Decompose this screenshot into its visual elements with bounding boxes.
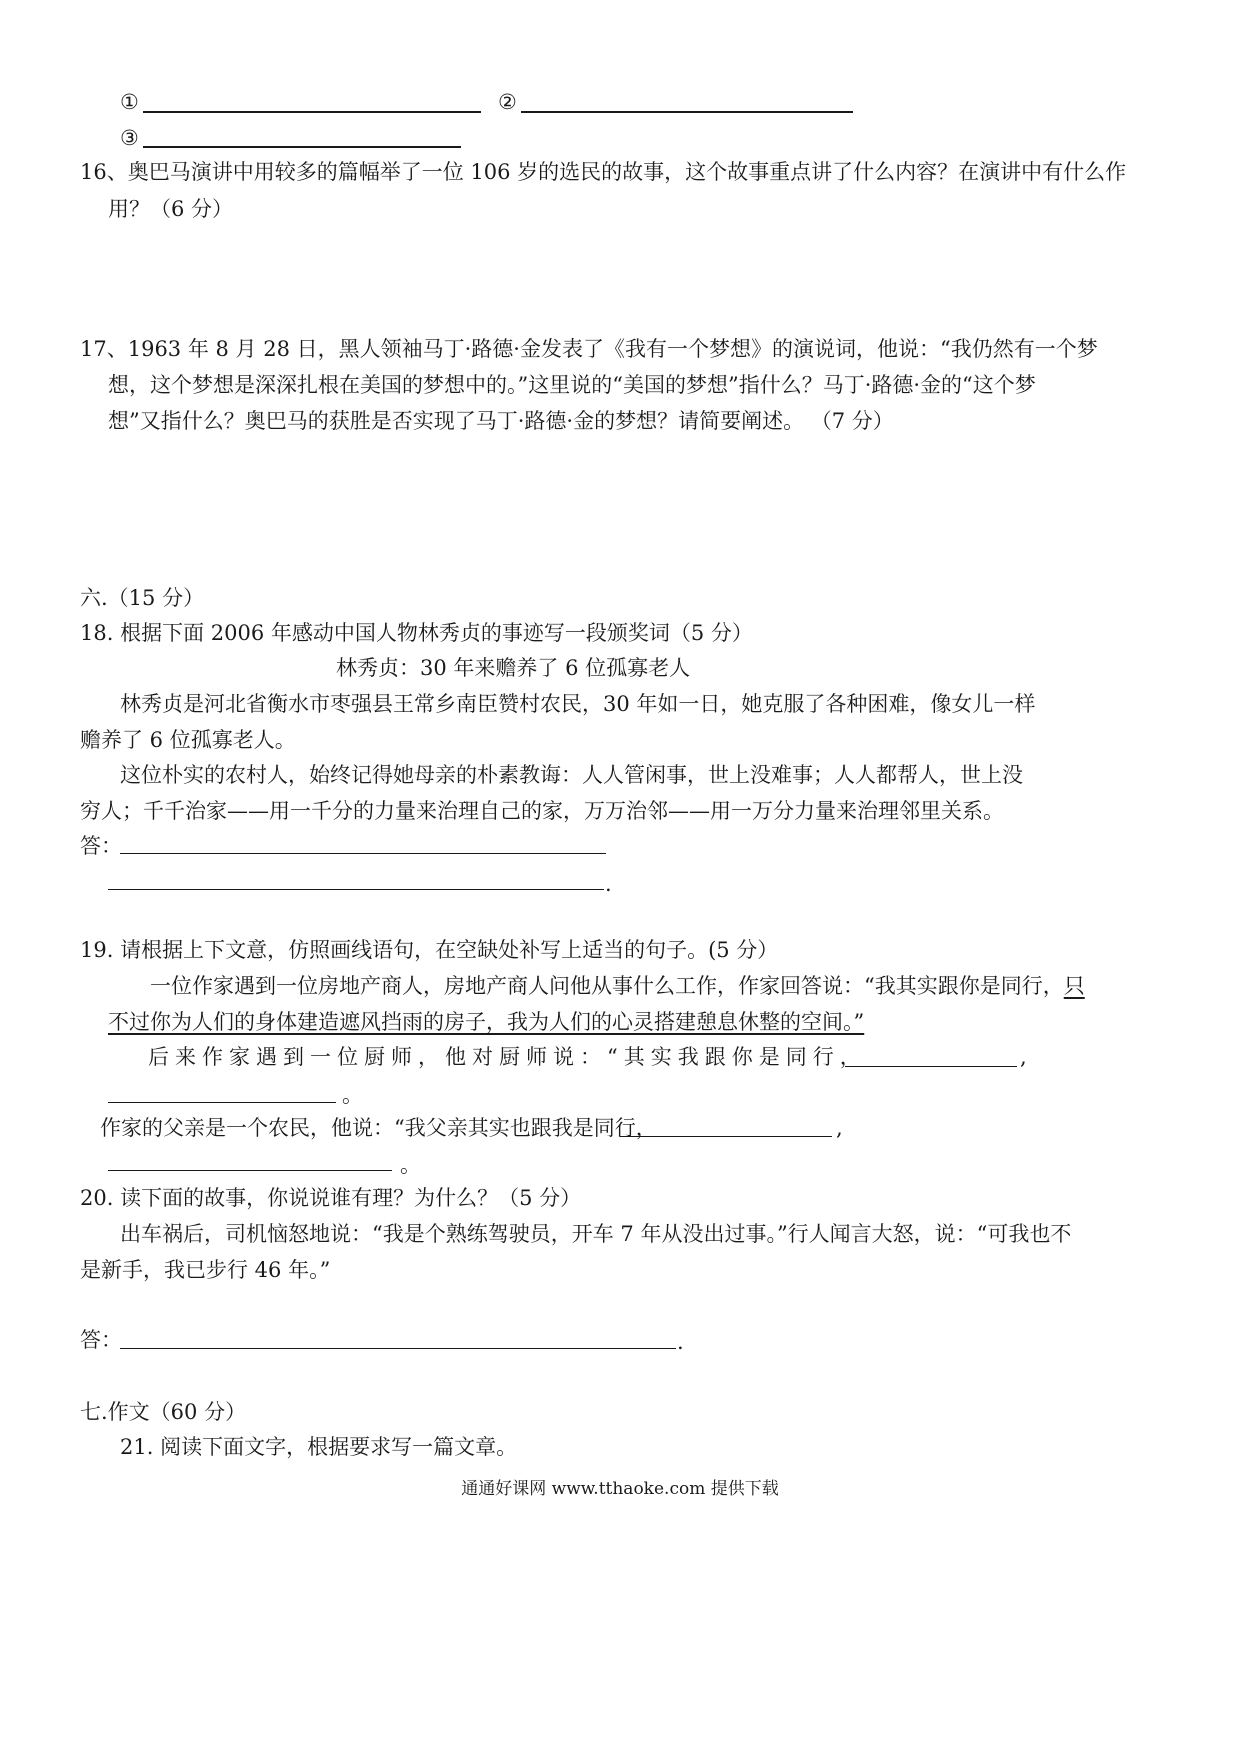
q18-paragraph-2-line-2: 穷人；千千治家——用一千分的力量来治理自己的家，万万治邻——用一万分力量来治理邻里关系。	[80, 799, 1004, 823]
q19-farmer-blank-1[interactable]	[620, 1122, 832, 1137]
q16-line-1: 16、奥巴马演讲中用较多的篇幅举了一位 106 岁的选民的故事，这个故事重点讲了什么内容？在演讲中有什么作	[80, 160, 1127, 184]
section-7-heading: 七.作文（60 分）	[80, 1400, 247, 1424]
q19-farmer-comma: ,	[836, 1116, 843, 1140]
q18-story-title: 林秀贞：30 年来赡养了 6 位孤寡老人	[336, 656, 691, 680]
answer-blank-2[interactable]	[521, 97, 853, 113]
q18-prompt: 18. 根据下面 2006 年感动中国人物林秀贞的事迹写一段颁奖词（5 分）	[80, 621, 753, 645]
q16-line-2: 用？（6 分）	[108, 197, 234, 221]
blank-marker-2: ②	[498, 90, 517, 114]
q19-paragraph-2-line-1: 后来作家遇到一位厨师，他对厨师说：“其实我跟你是同行，	[148, 1045, 867, 1069]
q20-prompt: 20. 读下面的故事，你说说谁有理？为什么？（5 分）	[80, 1186, 582, 1210]
q19-paragraph-3-line-1: 作家的父亲是一个农民，他说：“我父亲其实也跟我是同行，	[100, 1116, 657, 1140]
blank-marker-1: ①	[120, 90, 139, 114]
q18-paragraph-1-line-2: 赡养了 6 位孤寡老人。	[80, 728, 296, 752]
q17-line-2: 想，这个梦想是深深扎根在美国的梦想中的。”这里说的“美国的梦想”指什么？马丁·路德·金的“这个梦	[108, 373, 1036, 397]
q19-chef-end: 。	[342, 1083, 363, 1107]
q20-story-line-1: 出车祸后，司机恼怒地说：“我是个熟练驾驶员，开车 7 年从没出过事。”行人闻言大怒，说：“可我也不	[120, 1222, 1072, 1246]
q19-paragraph-1-line-2-underlined: 不过你为人们的身体建造遮风挡雨的房子，我为人们的心灵搭建憩息休整的空间。”	[108, 1010, 865, 1034]
section-6-heading: 六.（15 分）	[80, 586, 205, 610]
q19-p1-plain-text: 一位作家遇到一位房地产商人，房地产商人问他从事什么工作，作家回答说：“我其实跟你是同行，	[150, 974, 1064, 998]
q18-answer-label: 答：	[80, 834, 122, 858]
q19-p1-underlined-start: 只	[1063, 974, 1085, 998]
q18-paragraph-1-line-1: 林秀贞是河北省衡水市枣强县王常乡南臣赞村农民，30 年如一日，她克服了各种困难，像女儿一样	[120, 692, 1036, 716]
q20-answer-label: 答：	[80, 1328, 122, 1352]
q18-answer-line-1[interactable]	[120, 839, 606, 854]
q19-prompt: 19. 请根据上下文意，仿照画线语句，在空缺处补写上适当的句子。(5 分）	[80, 938, 779, 962]
q19-farmer-end: 。	[400, 1153, 421, 1177]
answer-blank-1[interactable]	[143, 97, 481, 113]
q19-paragraph-1-line-1	[150, 974, 1085, 999]
q17-line-1: 17、1963 年 8 月 28 日，黑人领袖马丁·路德·金发表了《我有一个梦想》的演说词，他说：“我仍然有一个梦	[80, 337, 1098, 361]
q19-chef-blank-2[interactable]	[108, 1088, 336, 1103]
q19-farmer-blank-2[interactable]	[108, 1156, 392, 1171]
q20-answer-end: .	[677, 1330, 684, 1354]
q21-prompt: 21. 阅读下面文字，根据要求写一篇文章。	[120, 1435, 518, 1459]
q18-answer-end: .	[605, 872, 612, 896]
q20-answer-line[interactable]	[120, 1334, 676, 1349]
q19-chef-comma: ,	[1020, 1045, 1027, 1069]
q19-chef-blank-1[interactable]	[845, 1052, 1017, 1067]
page-footer: 通通好课网 www.tthaoke.com 提供下载	[461, 1479, 779, 1499]
q18-answer-line-2[interactable]	[108, 875, 604, 890]
q20-story-line-2: 是新手，我已步行 46 年。”	[80, 1258, 331, 1282]
q17-line-3: 想”又指什么？奥巴马的获胜是否实现了马丁·路德·金的梦想？请简要阐述。 （7 分）	[108, 409, 894, 433]
q18-paragraph-2-line-1: 这位朴实的农村人，始终记得她母亲的朴素教诲：人人管闲事，世上没难事；人人都帮人，世上没	[120, 763, 1023, 787]
answer-blank-3[interactable]	[143, 132, 461, 148]
blank-marker-3: ③	[120, 126, 139, 150]
